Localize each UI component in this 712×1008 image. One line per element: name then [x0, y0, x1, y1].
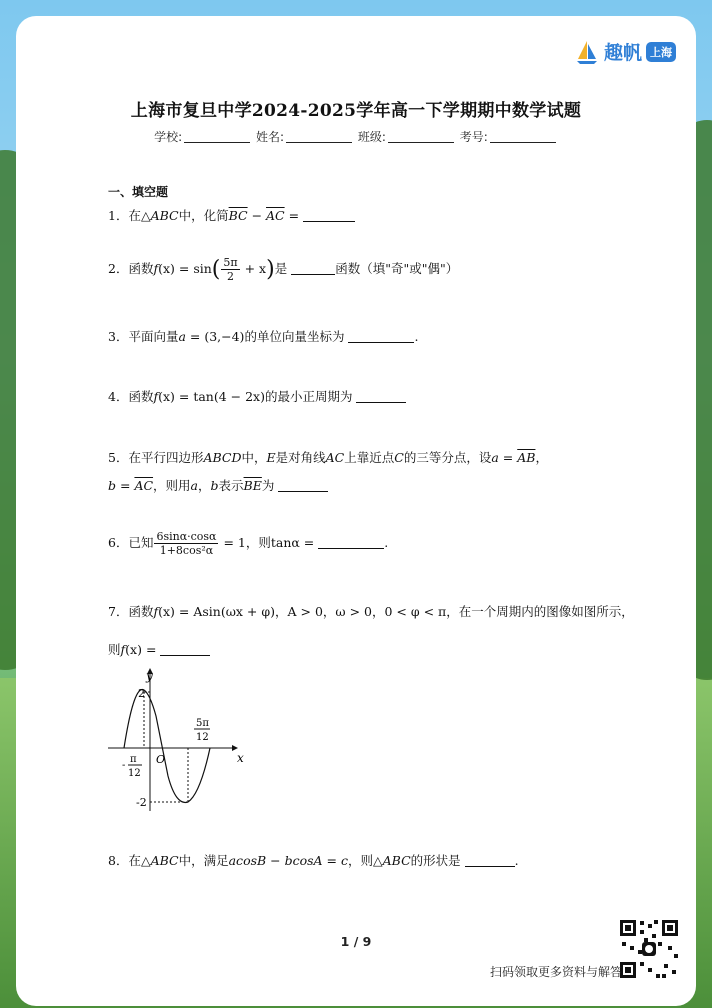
page-number: 1 / 9 — [340, 934, 372, 949]
q8-mid: 中，满足 — [178, 853, 229, 868]
q4-answer-blank[interactable] — [356, 390, 406, 403]
q7-then: 则 — [108, 642, 121, 657]
sine-graph — [104, 666, 244, 816]
page-title: 上海市复旦中学2024-2025学年高一下学期期中数学试题 — [130, 101, 582, 121]
q5-abcd: ABCD — [203, 450, 242, 465]
q5-eq1: = — [498, 450, 518, 465]
q7-cond-phi: 0 < φ < π， — [384, 604, 459, 619]
q8-abc: ABC — [150, 853, 179, 868]
q8-expr: acosB − bcosA = c — [228, 853, 349, 868]
q7-x: (x) — [158, 604, 175, 619]
exam-paper — [16, 16, 696, 1006]
q2-suffix: 是 — [274, 261, 288, 276]
q5-mid4: 的三等分点，设 — [403, 450, 492, 465]
q5-c: C — [394, 450, 404, 465]
q2-num: 5π — [223, 256, 238, 269]
brand-logo — [574, 38, 676, 65]
q7-x2: (x) — [125, 642, 142, 657]
q7-prefix: 7．函数 — [108, 604, 154, 619]
q5-comma: ， — [535, 450, 548, 465]
question-5-line-2 — [108, 476, 328, 494]
q3-answer-blank[interactable] — [348, 330, 414, 343]
q5-mid5: ，则用 — [153, 478, 191, 493]
q2-answer-blank[interactable] — [291, 262, 335, 275]
q5-sep: ， — [198, 478, 211, 493]
q5-vector-ac: $\overline{AC}$ — [134, 478, 154, 493]
q5-prefix: 5．在平行四边形 — [108, 450, 204, 465]
q1-answer-blank[interactable] — [303, 209, 355, 222]
section-heading: 一、填空题 — [108, 185, 169, 199]
q6-num: 6sinα·cosα — [156, 530, 217, 543]
q6-den: 1+8cos²α — [159, 544, 214, 557]
qr-code-icon[interactable] — [618, 918, 680, 980]
q8-abc2: ABC — [382, 853, 411, 868]
question-3 — [108, 327, 418, 345]
q5-mid3: 上靠近点 — [344, 450, 395, 465]
min-label: -2 — [136, 796, 147, 809]
q6-prefix: 6．已知 — [108, 535, 154, 550]
q7-answer-blank[interactable] — [160, 643, 210, 656]
left-tick-num: π — [130, 754, 137, 765]
q7-f: f — [153, 604, 159, 619]
q1-minus: − — [247, 208, 267, 223]
q3-vector-a: a — [178, 329, 186, 344]
question-6 — [108, 530, 388, 557]
q8-end: . — [514, 853, 519, 868]
q4-expr: = tan(4 − 2x) — [174, 389, 265, 404]
q5-end: 为 — [261, 478, 275, 493]
number-field[interactable] — [490, 130, 556, 143]
left-tick-den: 12 — [128, 768, 141, 779]
q5-mid1: 中， — [241, 450, 267, 465]
school-field[interactable] — [184, 130, 250, 143]
q6-end: . — [384, 535, 389, 550]
q2-right-paren: ) — [266, 257, 275, 282]
question-8 — [108, 851, 519, 869]
student-info — [16, 128, 696, 145]
q3-prefix: 3．平面向量 — [108, 329, 179, 344]
q5-vector-a: a — [491, 450, 499, 465]
q2-prefix: 2．函数 — [108, 261, 154, 276]
q7-f2: f — [120, 642, 126, 657]
q2-f: f — [153, 261, 159, 276]
q1-eq: = — [284, 208, 300, 223]
q5-mid6: 表示 — [218, 478, 244, 493]
x-label: x — [237, 751, 244, 765]
q1-vector-ac: $\overline{AC}$ — [266, 208, 285, 223]
q5-ac: AC — [325, 450, 345, 465]
sine-curve — [124, 689, 210, 802]
name-field[interactable] — [286, 130, 352, 143]
q2-x: (x) — [158, 261, 175, 276]
y-label: y — [146, 669, 153, 683]
origin-label: O — [156, 753, 166, 766]
q2-tail: 函数（填"奇"或"偶"） — [335, 261, 459, 276]
q2-plus: + x — [240, 261, 267, 276]
q7-eq2: = — [141, 642, 157, 657]
q6-answer-blank[interactable] — [318, 536, 384, 549]
q6-eq: = 1，则 — [219, 535, 271, 550]
name-label: 姓名: — [256, 130, 285, 144]
q3-value: = (3,−4) — [185, 329, 245, 344]
left-tick-sign: - — [122, 760, 126, 771]
q8-mid2: ，则△ — [348, 853, 383, 868]
q4-prefix: 4．函数 — [108, 389, 154, 404]
q1-vector-bc: $\overline{BC}$ — [228, 208, 248, 223]
sail-icon — [574, 39, 600, 65]
right-tick-num: 5π — [196, 718, 209, 729]
q8-suffix: 的形状是 — [410, 853, 461, 868]
q3-end: . — [414, 329, 419, 344]
q5-vector-a2: a — [190, 478, 198, 493]
q5-vector-b: b — [108, 478, 117, 493]
q1-abc: ABC — [150, 208, 179, 223]
q2-fraction — [221, 256, 239, 283]
q5-mid2: 是对角线 — [275, 450, 326, 465]
number-label: 考号: — [459, 130, 488, 144]
question-7-line-1 — [108, 602, 634, 620]
q6-fraction — [154, 530, 218, 557]
q7-tail: 在一个周期内的图像如图所示， — [458, 604, 634, 619]
q4-f: f — [153, 389, 159, 404]
brand-region-badge: 上海 — [646, 42, 676, 62]
q2-den: 2 — [227, 270, 234, 283]
q8-answer-blank[interactable] — [465, 854, 515, 867]
q6-tan: tanα = — [270, 535, 315, 550]
q7-cond-omega: ω > 0， — [335, 604, 385, 619]
q5-vector-ab: $\overline{AB}$ — [517, 450, 536, 465]
question-5-line-1 — [108, 448, 548, 466]
q3-suffix: 的单位向量坐标为 — [244, 329, 345, 344]
class-field[interactable] — [388, 130, 454, 143]
q2-left-paren: ( — [211, 257, 221, 282]
class-label: 班级: — [357, 130, 386, 144]
q4-suffix: 的最小正周期为 — [264, 389, 353, 404]
right-tick-den: 12 — [196, 732, 209, 743]
qr-caption: 扫码领取更多资料与解答 — [489, 965, 622, 979]
brand-name: 趣帆 — [603, 42, 642, 64]
school-label: 学校: — [154, 130, 183, 144]
q1-prefix: 1．在△ — [108, 208, 151, 223]
q7-cond-a: A > 0， — [287, 604, 336, 619]
max-label: 2 — [138, 687, 145, 700]
q4-x: (x) — [158, 389, 175, 404]
question-2 — [108, 256, 458, 283]
question-1 — [108, 206, 355, 224]
question-4 — [108, 387, 406, 405]
q5-vector-b2: b — [210, 478, 219, 493]
q5-vector-be: $\overline{BE}$ — [243, 478, 262, 493]
q5-e: E — [266, 450, 276, 465]
q1-mid: 中，化简 — [178, 208, 229, 223]
q8-prefix: 8．在△ — [108, 853, 151, 868]
q2-sin: = sin — [174, 261, 212, 276]
question-7-line-2 — [108, 640, 210, 658]
q5-eq2: = — [116, 478, 135, 493]
q5-answer-blank[interactable] — [278, 479, 328, 492]
q7-expr: = Asin(ωx + φ)， — [174, 604, 288, 619]
